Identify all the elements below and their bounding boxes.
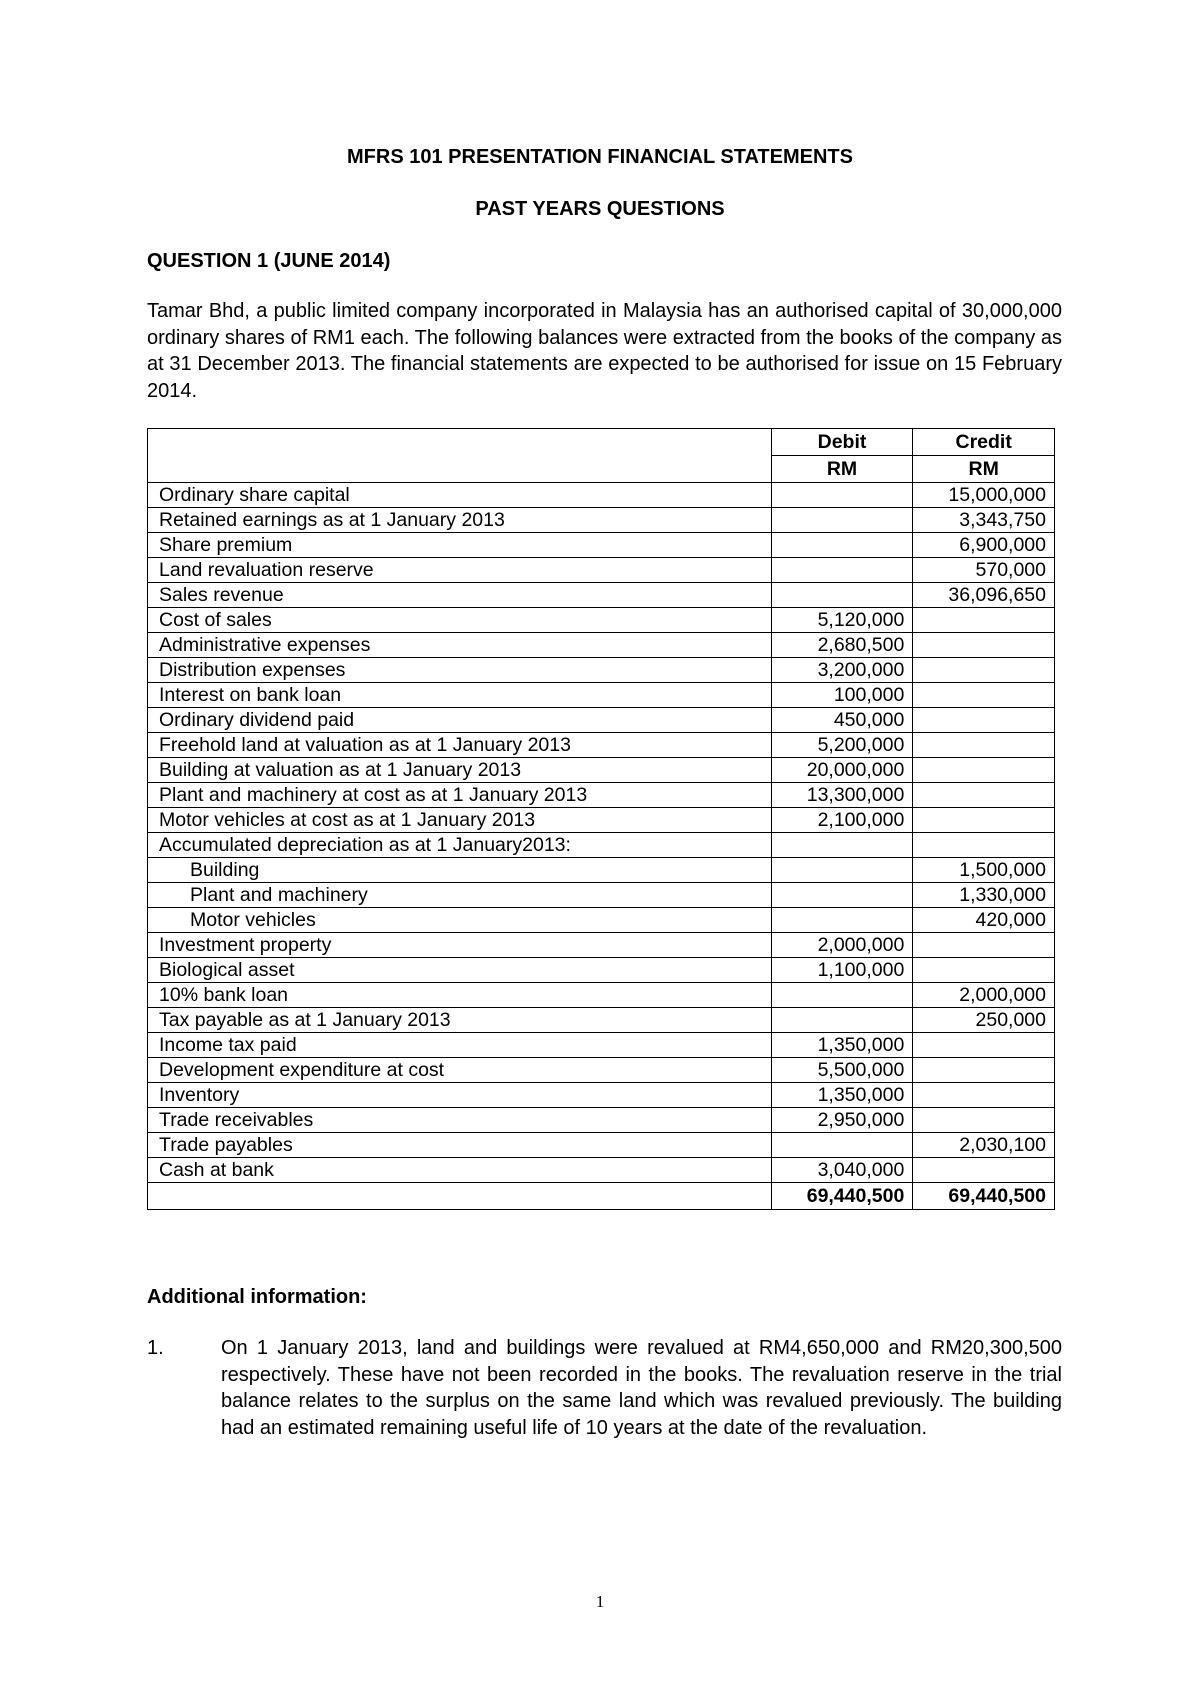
row-credit: 3,343,750 [913,508,1055,533]
table-row [148,733,1055,758]
row-label: Plant and machinery [148,883,772,908]
header-credit: Credit [913,429,1055,456]
row-debit: 1,350,000 [771,1033,913,1058]
header-debit-unit: RM [771,456,913,483]
row-debit [771,983,913,1008]
table-row [148,1008,1055,1033]
row-debit: 2,950,000 [771,1108,913,1133]
row-credit [913,683,1055,708]
row-credit: 1,330,000 [913,883,1055,908]
table-row [148,833,1055,858]
table-row [148,533,1055,558]
additional-info-heading: Additional information: [147,1286,367,1308]
row-debit: 2,100,000 [771,808,913,833]
row-credit: 36,096,650 [913,583,1055,608]
row-credit [913,1058,1055,1083]
table-row [148,683,1055,708]
table-row [148,483,1055,508]
table-row [148,658,1055,683]
table-row [148,1133,1055,1158]
row-debit: 5,200,000 [771,733,913,758]
row-credit [913,1108,1055,1133]
row-debit [771,883,913,908]
row-credit: 420,000 [913,908,1055,933]
document-subtitle: PAST YEARS QUESTIONS [475,198,725,220]
table-row [148,1108,1055,1133]
row-debit [771,533,913,558]
row-label: Freehold land at valuation as at 1 January 2013 [148,733,772,758]
row-label: Biological asset [148,958,772,983]
row-credit [913,958,1055,983]
row-credit: 6,900,000 [913,533,1055,558]
row-label: Share premium [148,533,772,558]
row-label: Trade receivables [148,1108,772,1133]
row-label: Cash at bank [148,1158,772,1183]
total-credit: 69,440,500 [913,1183,1055,1210]
table-row [148,1083,1055,1108]
row-credit [913,658,1055,683]
row-credit: 15,000,000 [913,483,1055,508]
row-debit: 5,500,000 [771,1058,913,1083]
row-credit [913,708,1055,733]
row-debit: 3,040,000 [771,1158,913,1183]
row-label: Administrative expenses [148,633,772,658]
row-label: Income tax paid [148,1033,772,1058]
table-row [148,908,1055,933]
table-row [148,808,1055,833]
question-intro: Tamar Bhd, a public limited company incorporated in Malaysia has an authorised capital of 30,000,000 ordinary shares of RM1 each. The following balances were extracted from the books of the company as at 31 December 2013. The financial statements are expected to be authorised for issue on 15 February 2014. [147,300,1062,402]
table-row [148,858,1055,883]
row-credit [913,633,1055,658]
row-label: Plant and machinery at cost as at 1 January 2013 [148,783,772,808]
row-debit: 2,680,500 [771,633,913,658]
row-debit [771,1008,913,1033]
row-debit: 5,120,000 [771,608,913,633]
row-credit: 2,000,000 [913,983,1055,1008]
table-row [148,758,1055,783]
trial-balance-table [147,428,1055,1210]
table-row [148,583,1055,608]
table-row [148,933,1055,958]
row-debit: 1,100,000 [771,958,913,983]
row-debit [771,833,913,858]
row-label: Building at valuation as at 1 January 2013 [148,758,772,783]
row-credit [913,833,1055,858]
row-debit: 13,300,000 [771,783,913,808]
row-label: Ordinary share capital [148,483,772,508]
total-label-cell [148,1183,772,1210]
row-debit [771,1133,913,1158]
item-text: On 1 January 2013, land and buildings were revalued at RM4,650,000 and RM20,300,500 respectively. These have not been recorded in the books. The revaluation reserve in the trial balance relates to the surplus on the same land which was revalued previously. The building had an estimated remaining useful life of 10 years at the date of the revaluation. [221,1337,1062,1439]
table-row [148,708,1055,733]
row-debit [771,558,913,583]
table-total-row [148,1183,1055,1210]
row-credit: 1,500,000 [913,858,1055,883]
row-label: 10% bank loan [148,983,772,1008]
row-credit [913,933,1055,958]
row-label: Investment property [148,933,772,958]
row-label: Retained earnings as at 1 January 2013 [148,508,772,533]
table-row [148,1158,1055,1183]
row-debit [771,483,913,508]
row-debit: 450,000 [771,708,913,733]
table-header-row [148,429,1055,456]
row-debit [771,583,913,608]
row-label: Sales revenue [148,583,772,608]
row-label: Motor vehicles at cost as at 1 January 2013 [148,808,772,833]
row-debit: 20,000,000 [771,758,913,783]
table-row [148,508,1055,533]
table-row [148,1058,1055,1083]
row-credit: 570,000 [913,558,1055,583]
row-debit: 2,000,000 [771,933,913,958]
page-number: 1 [595,1592,605,1611]
row-debit: 3,200,000 [771,658,913,683]
row-credit [913,1158,1055,1183]
row-debit: 1,350,000 [771,1083,913,1108]
table-row [148,1033,1055,1058]
table-row [148,783,1055,808]
header-debit: Debit [771,429,913,456]
row-debit [771,908,913,933]
row-label: Interest on bank loan [148,683,772,708]
row-label: Motor vehicles [148,908,772,933]
question-heading: QUESTION 1 (JUNE 2014) [147,250,391,272]
row-label: Land revaluation reserve [148,558,772,583]
row-credit [913,1033,1055,1058]
table-row [148,558,1055,583]
row-debit: 100,000 [771,683,913,708]
row-credit [913,1083,1055,1108]
row-credit [913,608,1055,633]
row-credit [913,758,1055,783]
table-row [148,983,1055,1008]
table-row [148,958,1055,983]
header-credit-unit: RM [913,456,1055,483]
table-row [148,883,1055,908]
row-label: Ordinary dividend paid [148,708,772,733]
row-credit [913,783,1055,808]
item-number: 1. [147,1337,164,1359]
row-debit [771,508,913,533]
row-credit: 250,000 [913,1008,1055,1033]
row-credit [913,733,1055,758]
table-row [148,608,1055,633]
row-label: Development expenditure at cost [148,1058,772,1083]
row-label: Tax payable as at 1 January 2013 [148,1008,772,1033]
row-credit [913,808,1055,833]
row-credit: 2,030,100 [913,1133,1055,1158]
table-row [148,633,1055,658]
row-label: Building [148,858,772,883]
row-debit [771,858,913,883]
row-label: Accumulated depreciation as at 1 January2013: [148,833,772,858]
row-label: Trade payables [148,1133,772,1158]
total-debit: 69,440,500 [771,1183,913,1210]
row-label: Cost of sales [148,608,772,633]
header-blank-cell [148,429,772,483]
row-label: Distribution expenses [148,658,772,683]
document-title: MFRS 101 PRESENTATION FINANCIAL STATEMENTS [347,146,853,168]
row-label: Inventory [148,1083,772,1108]
